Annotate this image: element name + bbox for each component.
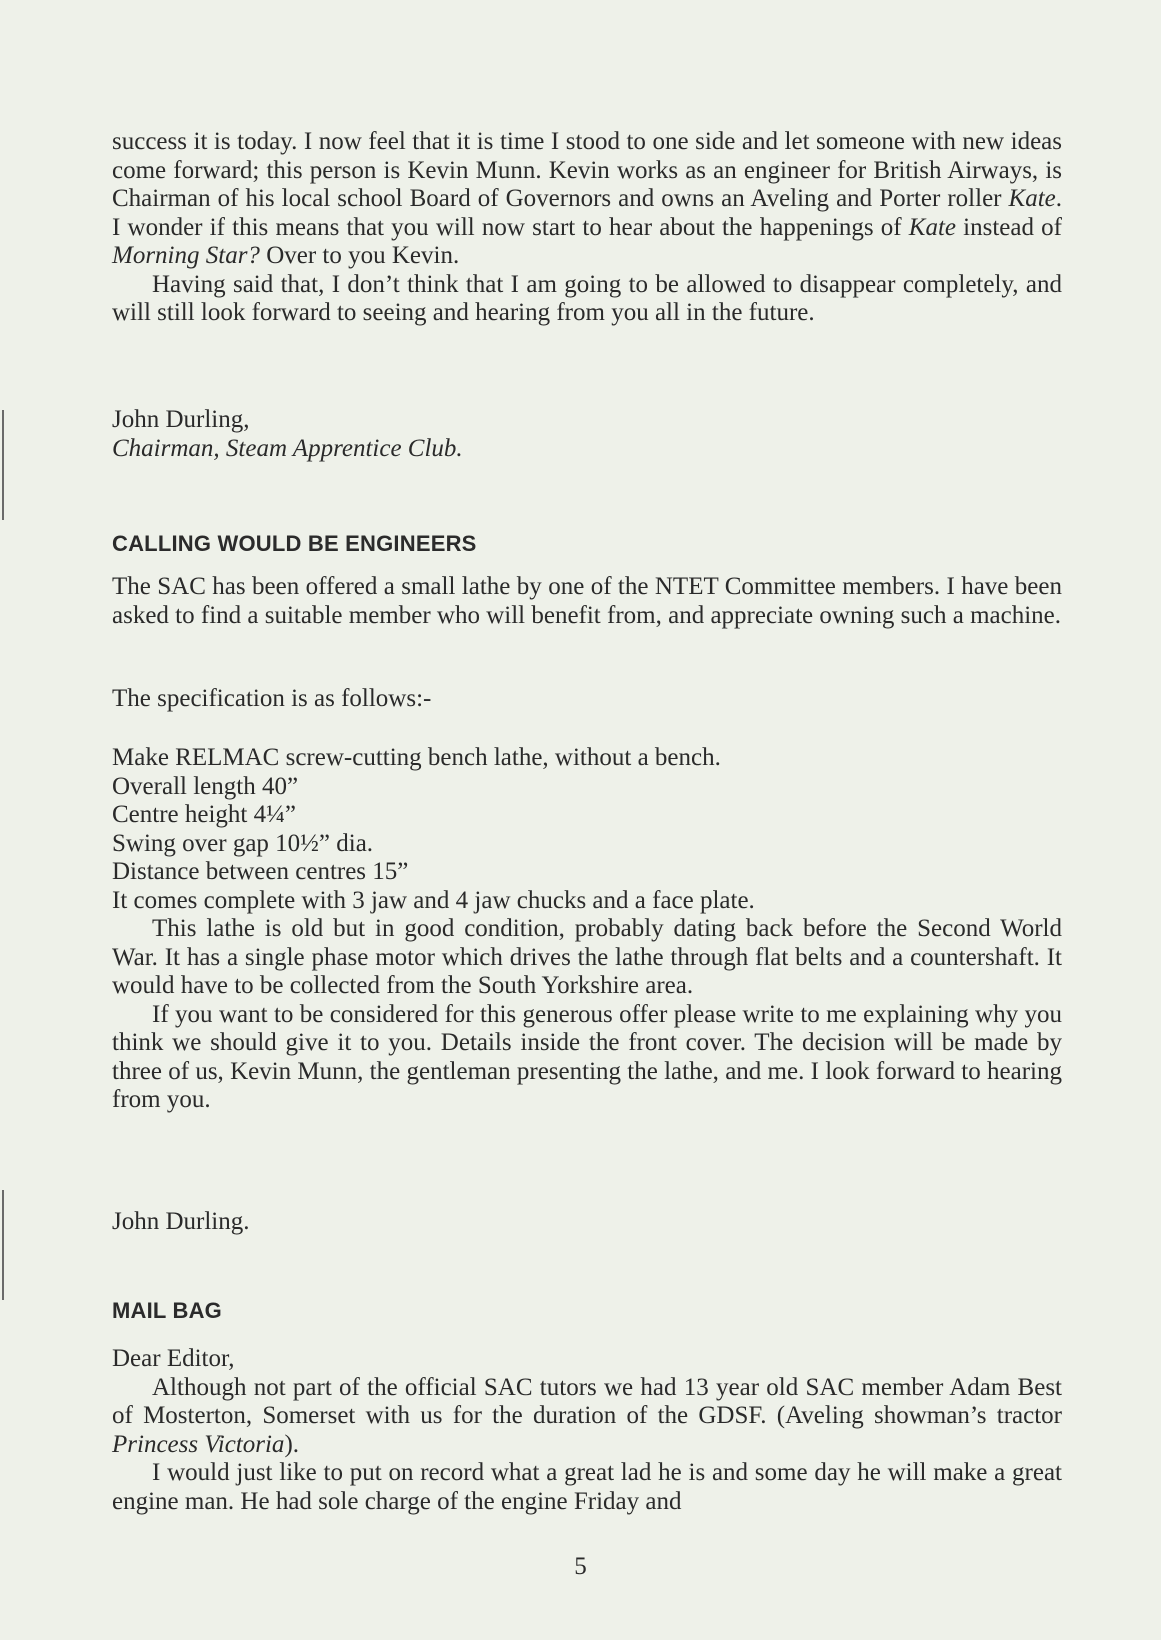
intro-p1-mid2: instead of (955, 213, 1062, 241)
lathe-specification (112, 744, 1062, 1115)
spec-line: Centre height 4¼” (112, 801, 296, 828)
spec-line: Make RELMAC screw-cutting bench lathe, without a bench. (112, 744, 721, 771)
scan-edge-mark (2, 410, 4, 520)
letter-paragraph-2: I would just like to put on record what a great lad he is and some day he will make a great engine man. He had sole charge of the engine Friday and (112, 1459, 1062, 1515)
calling-paragraph-1: The SAC has been offered a small lathe by one of the NTET Committee members. I have been asked to find a suitable member who will benefit from, and appreciate owning such a machine. (112, 573, 1062, 629)
scan-edge-mark (2, 1190, 4, 1300)
calling-signature-wrap (112, 1208, 1062, 1237)
mailbag-letter (112, 1345, 1062, 1516)
intro-signature (112, 406, 1062, 463)
spec-line: Swing over gap 10½” dia. (112, 829, 374, 857)
intro-p1-mid: . I wonder if this means that you will now start to hear about the happenings of (112, 185, 1062, 241)
letter-paragraph-1 (112, 1374, 1062, 1460)
letter-salutation: Dear Editor, (112, 1345, 235, 1372)
calling-signature: John Durling. (112, 1208, 250, 1235)
spec-line: Overall length 40” (112, 772, 299, 800)
calling-paragraph-2-wrap (112, 685, 1062, 714)
intro-section (112, 128, 1062, 328)
intro-p1-end: Over to you Kevin. (259, 242, 460, 269)
calling-paragraph-3: This lathe is old but in good condition, probably dating back before the Second World War. It has a single phase motor which drives the lathe through flat belts and a countershaft. It would have to be collected from the South Yorkshire area. (112, 915, 1062, 999)
section-heading-calling: CALLING WOULD BE ENGINEERS (112, 531, 477, 556)
intro-em-kate-2: Kate (908, 213, 956, 241)
intro-em-kate: Kate (1008, 185, 1056, 212)
calling-paragraph-2: The specification is as follows:- (112, 685, 432, 712)
intro-em-morning-star: Morning Star? (112, 242, 260, 269)
letter-em-princess-victoria: Princess Victoria (112, 1430, 285, 1458)
section-heading-mailbag: MAIL BAG (112, 1298, 222, 1323)
signature-name: John Durling, (112, 406, 250, 433)
intro-paragraph-1 (112, 128, 1062, 271)
letter-p1-end: ). (284, 1430, 300, 1458)
intro-paragraph-2: Having said that, I don’t think that I am going to be allowed to disappear completely, and will still look forward to seeing and hearing from you all in the future. (112, 270, 1062, 326)
signature-title: Chairman, Steam Apprentice Club. (112, 434, 463, 462)
letter-p1-text: Although not part of the official SAC tutors we had 13 year old SAC member Adam Best of Mosterton, Somerset with us for the duration of the GDSF. (Aveling showman’s tractor (112, 1373, 1062, 1429)
intro-p1-text: success it is today. I now feel that it is time I stood to one side and let someone with new ideas come forward; this person is Kevin Munn. Kevin works as an engineer for British Airways, is Chairman of his local school Board of Governors and owns an Aveling and Porter roller (112, 128, 1062, 212)
calling-paragraph-1-wrap (112, 573, 1062, 630)
spec-line: Distance between centres 15” (112, 858, 409, 885)
calling-paragraph-4: If you want to be considered for this generous offer please write to me explaining why you think we should give it to you. Details inside the front cover. The decision will be made by three of us, Kevin Munn, the gentleman presenting the lathe, and me. I look forward to hearing from you. (112, 1000, 1062, 1113)
page-number: 5 (574, 1553, 587, 1580)
spec-line: It comes complete with 3 jaw and 4 jaw chucks and a face plate. (112, 886, 755, 914)
